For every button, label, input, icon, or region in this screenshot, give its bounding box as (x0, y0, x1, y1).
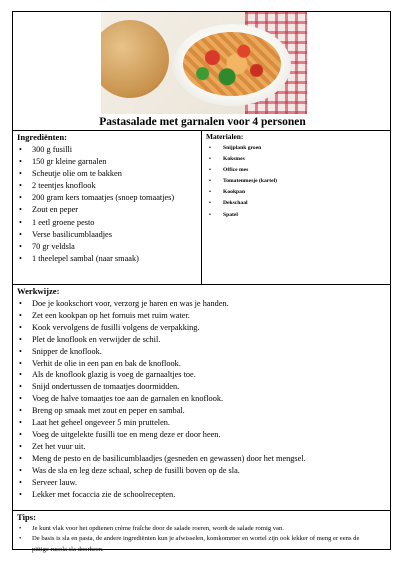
list-item: • Zout en peper (15, 204, 174, 216)
list-item: • Snijd ondertussen de tomaatjes doormidden. (15, 381, 380, 393)
list-item: • Zet het vuur uit. (15, 441, 380, 453)
tips-list (15, 524, 377, 555)
column-divider (201, 131, 202, 285)
list-item: • Lekker met focaccia zie de schoolrecepten. (15, 489, 380, 501)
method-list (15, 298, 380, 500)
list-item: • Laat het geheel ongeveer 5 min pruttelen. (15, 417, 380, 429)
recipe-card (12, 11, 391, 553)
list-item: • Tomatenmesje (kartel) (206, 176, 277, 187)
list-item: • Dekschaal (206, 198, 277, 209)
list-item: • 2 teentjes knoflook (15, 180, 174, 192)
list-item: • 70 gr veldsla (15, 241, 174, 253)
list-item: • Als de knoflook glazig is voeg de garnaaltjes toe. (15, 369, 380, 381)
list-item: • Snijplank groen (206, 143, 277, 154)
method-section (13, 284, 390, 511)
tips-section (13, 510, 390, 553)
tips-heading: Tips: (17, 512, 36, 522)
list-item: • Snipper de knoflook. (15, 346, 380, 358)
list-item: • Koksmes (206, 154, 277, 165)
list-item: • Kook vervolgens de fusilli volgens de verpakking. (15, 322, 380, 334)
list-item: • 1 eetl groene pesto (15, 217, 174, 229)
method-heading: Werkwijze: (17, 286, 60, 296)
list-item: • Verhit de olie in een pan en bak de knoflook. (15, 358, 380, 370)
pasta-salad-photo (101, 12, 307, 114)
list-item: • Scheutje olie om te bakken (15, 168, 174, 180)
list-item: • Plet de knoflook en verwijder de schil. (15, 334, 380, 346)
list-item: • Je kunt vlak voor het opdienen crème fraîche door de salade roeren, wordt de salade romig van. (15, 524, 377, 534)
ingredients-materials-section (13, 130, 390, 285)
list-item: • Voeg de uitgelekte fusilli toe en meng deze er door heen. (15, 429, 380, 441)
list-item: • 200 gram kers tomaatjes (snoep tomaatjes) (15, 192, 174, 204)
list-item: • Kookpan (206, 187, 277, 198)
bread-roll (101, 20, 169, 98)
list-item: • Voeg de halve tomaatjes toe aan de garnalen en knoflook. (15, 393, 380, 405)
list-item: • Serveer lauw. (15, 477, 380, 489)
list-item: • Spatel (206, 210, 277, 221)
list-item: • Verse basilicumblaadjes (15, 229, 174, 241)
list-item: • 300 g fusilli (15, 144, 174, 156)
pasta-salad (183, 32, 281, 96)
materials-list (206, 143, 277, 221)
ingredients-list (15, 144, 174, 265)
list-item: • Meng de pesto en de basilicumblaadjes (gesneden en gewassen) door het mengsel. (15, 453, 380, 465)
list-item: • Breng op smaak met zout en peper en sambal. (15, 405, 380, 417)
recipe-title: Pastasalade met garnalen voor 4 personen (99, 116, 306, 128)
list-item: • Was de sla en leg deze schaal, schep de fusilli boven op de sla. (15, 465, 380, 477)
list-item: • 150 gr kleine garnalen (15, 156, 174, 168)
list-item: • 1 theelepel sambal (naar smaak) (15, 253, 174, 265)
list-item: • De basis is sla en pasta, de andere ingrediënten kun je afwisselen, komkommer en wortel zijn ook lekker of meng er eens de pittige rucola sla doorheen. (15, 534, 377, 555)
ingredients-heading: Ingrediënten: (17, 132, 67, 142)
list-item: • Doe je kookschort voor, verzorg je haren en was je handen. (15, 298, 380, 310)
materials-heading: Materialen: (206, 132, 244, 141)
list-item: • Office mes (206, 165, 277, 176)
list-item: • Zet een kookpan op het fornuis met ruim water. (15, 310, 380, 322)
